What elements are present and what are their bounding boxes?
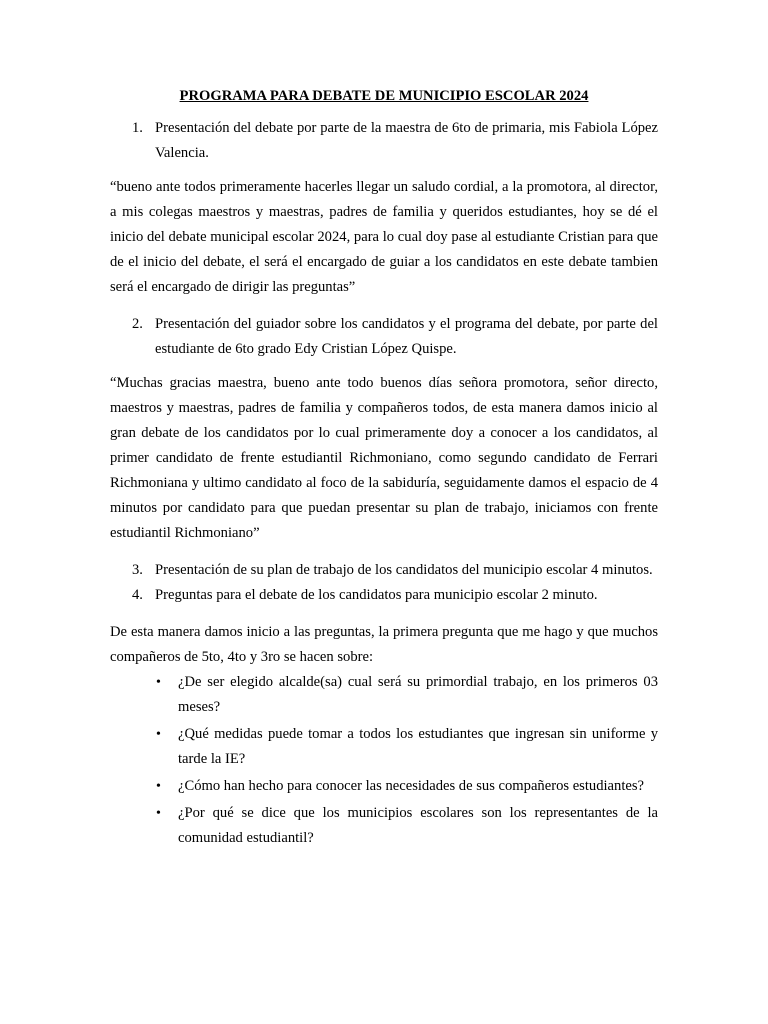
list-item-number: 1. [132,120,143,136]
list-item-text: Presentación del guiador sobre los candidatos y el programa del debate, por parte del estudiante de 6to grado Edy Cristian López Quispe. [155,316,658,357]
question-text: ¿Por qué se dice que los municipios escolares son los representantes de la comunidad estudiantil? [178,805,658,846]
numbered-list-3 [110,558,658,608]
list-item [110,116,658,166]
bullet-icon: • [156,806,161,821]
questions-list [110,670,658,851]
question-text: ¿Qué medidas puede tomar a todos los estudiantes que ingresan sin uniforme y tarde la IE? [178,726,658,767]
question-item [110,670,658,720]
question-item [110,801,658,851]
question-item [110,722,658,772]
numbered-list-1 [110,116,658,166]
bullet-icon: • [156,727,161,742]
document-title: PROGRAMA PARA DEBATE DE MUNICIPIO ESCOLAR 2024 [179,88,589,104]
list-item [110,312,658,362]
list-item-number: 2. [132,316,143,332]
bullet-icon: • [156,779,161,794]
list-item-number: 4. [132,587,143,603]
list-item [110,583,658,608]
list-item-text: Preguntas para el debate de los candidatos para municipio escolar 2 minuto. [155,587,598,603]
list-item [110,558,658,583]
question-item [110,774,658,799]
list-item-number: 3. [132,562,143,578]
list-item-text: Presentación del debate por parte de la maestra de 6to de primaria, mis Fabiola López Valencia. [155,120,658,161]
question-text: ¿De ser elegido alcalde(sa) cual será su primordial trabajo, en los primeros 03 meses? [178,674,658,715]
questions-intro-paragraph: De esta manera damos inicio a las preguntas, la primera pregunta que me hago y que muchos compañeros de 5to, 4to y 3ro se hacen sobre: [110,624,658,665]
bullet-icon: • [156,675,161,690]
guide-speech-paragraph: “Muchas gracias maestra, bueno ante todo buenos días señora promotora, señor directo, maestros y maestras, padres de familia y compañeros todos, de esta manera damos inicio al gran debate de los candidatos por lo cual primeramente doy a conocer a los candidatos, al primer candidato de frente estudiantil Richmoniano, como segundo candidato de Ferrari Richmoniana y ultimo candidato al foco de la sabiduría, seguidamente damos el espacio de 4 minutos por candidato para que puedan presentar su plan de trabajo, iniciamos con frente estudiantil Richmoniano” [110,375,658,541]
list-item-text: Presentación de su plan de trabajo de los candidatos del municipio escolar 4 minutos. [155,562,653,578]
opening-speech-paragraph: “bueno ante todos primeramente hacerles llegar un saludo cordial, a la promotora, al director, a mis colegas maestros y maestras, padres de familia y queridos estudiantes, hoy se dé el inicio del debate municipal escolar 2024, para lo cual doy pase al estudiante Cristian para que de el inicio del debate, el será el encargado de guiar a los candidatos en este debate tambien será el encargado de dirigir las preguntas” [110,179,658,295]
numbered-list-2 [110,312,658,362]
question-text: ¿Cómo han hecho para conocer las necesidades de sus compañeros estudiantes? [178,778,645,794]
